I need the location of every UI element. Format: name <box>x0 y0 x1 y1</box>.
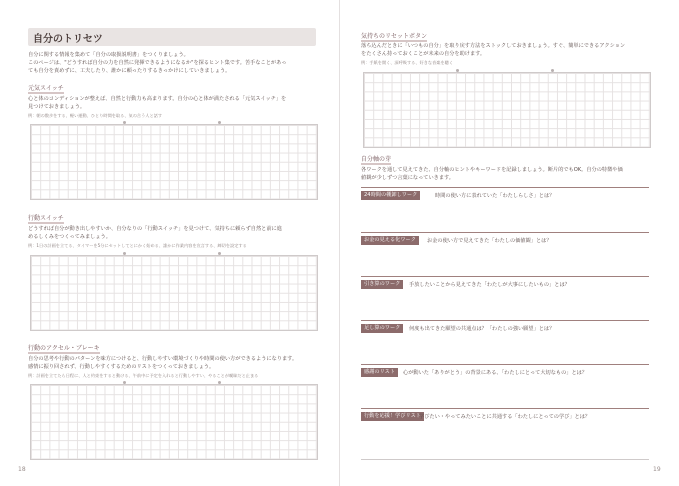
section-heading-reset: 気持ちのリセットボタン <box>361 33 427 40</box>
section-example-reset: 例：手紙を開く、深呼吸する、好きな音楽を聴く <box>361 60 454 65</box>
section-body-genki-2: 見つけておきましょう。 <box>28 104 86 110</box>
work-question-add: 何度も出てきた願望の共通点は？「わたしの強い願望」とは？ <box>409 326 555 332</box>
work-tag-24h: 24時間の棚卸しワーク <box>361 191 420 200</box>
section-example-accel: 例：計画を立てたら日程に、人と約束をすると動ける、午前中に予定を入れると行動しやすい、やることが曖昧だと止まる <box>28 373 259 378</box>
work-tag-money: お金の見える化ワーク <box>361 236 419 245</box>
work-box-gratitude[interactable] <box>361 364 649 409</box>
writing-grid-accel[interactable] <box>30 384 318 460</box>
section-body-jibunjiku-1: 各ワークを通して見えてきた、自分軸のヒントやキーワードを記録しましょう。断片的でもOK。自分の特徴や価 <box>361 167 623 173</box>
writing-grid-reset[interactable] <box>363 72 651 148</box>
section-heading-jibunjiku: 自分軸の芽 <box>361 156 392 163</box>
section-body-reset-2: をたくさん持っておくことが未来の自分を助けます。 <box>361 51 486 57</box>
section-body-reset-1: 落ち込んだときに「いつもの自分」を取り戻す方法をストックしておきましょう。すぐ、簡単にできるアクション <box>361 43 626 49</box>
work-box-24h[interactable] <box>361 187 649 233</box>
intro-line-2: このページは、"どうすれば自分の力を自然に発揮できるようになるか"を探るヒント集です。苦手なことがあっ <box>28 60 287 66</box>
section-body-accel-2: 感情に振り回されず、行動しやすくするためのリストをつくっておきましょう。 <box>28 364 215 370</box>
work-box-money[interactable] <box>361 232 649 277</box>
section-body-jibunjiku-2: 値観が少しずつ言葉になっていきます。 <box>361 175 454 181</box>
section-body-koudou-2: めるしくみをつくってみましょう。 <box>28 234 111 240</box>
page-number-right: 19 <box>653 466 661 473</box>
work-box-add[interactable] <box>361 320 649 365</box>
work-question-gratitude: 心が動いた「ありがとう」の背景にある、「わたしにとって大切なもの」とは？ <box>403 370 588 376</box>
section-body-koudou-1: どうすれば自分が動き出しやすいか、自分なりの「行動スイッチ」を見つけて、気持ちに頼らず自然と前に進 <box>28 226 282 232</box>
section-example-genki: 例：朝の散歩をする、軽い運動、ひとり時間を取る、気の合う人と話す <box>28 113 163 118</box>
section-heading-genki: 元気スイッチ <box>28 85 64 92</box>
work-question-24h: 時間の使い方に表れていた「わたしらしさ」とは？ <box>435 193 555 199</box>
work-question-money: お金の使い方で見えてきた「わたしの価値観」とは？ <box>427 238 552 244</box>
work-box-learning[interactable] <box>361 408 649 460</box>
section-heading-koudou: 行動スイッチ <box>28 215 64 222</box>
intro-line-3: ても自分を責めずに、工夫したり、誰かに頼ったりするきっかけにしていきましょう。 <box>28 68 231 74</box>
section-heading-accel: 行動のアクセル・ブレーキ <box>28 345 100 352</box>
intro-line-1: 自分に関する情報を集めて「自分の取扱説明書」をつくりましょう。 <box>28 52 189 58</box>
section-body-accel-1: 自分の思考や行動のパターンを味方につけると、行動しやすい環境づくりや時間の使い方ができるようになります。 <box>28 356 298 362</box>
page-gutter <box>339 0 340 486</box>
work-question-learning: 学びたい・やってみたいことに共通する「わたしにとっての学び」とは？ <box>419 414 591 420</box>
work-box-subtract[interactable] <box>361 276 649 321</box>
section-example-koudou: 例：1日の計画を立てる、タイマーを5分にセットしてとにかく始める、誰かに作業内容を宣言する、締切を設定する <box>28 243 247 248</box>
work-tag-gratitude: 感謝のリスト <box>361 368 398 377</box>
writing-grid-genki[interactable] <box>30 124 318 200</box>
work-tag-add: 足し算のワーク <box>361 324 403 333</box>
page-number-left: 18 <box>18 466 26 473</box>
section-body-genki-1: 心と体のコンディションが整えば、自然と行動力も高まります。自分の心と体が満たされる「元気スイッチ」を <box>28 96 287 102</box>
work-tag-subtract: 引き算のワーク <box>361 280 403 289</box>
page-title: 自分のトリセツ <box>33 34 103 45</box>
work-tag-learning: 行動を応援！学びリスト <box>361 412 424 421</box>
work-question-subtract: 手放したいことから見えてきた「わたしが大事にしたいもの」とは？ <box>409 282 570 288</box>
writing-grid-koudou[interactable] <box>30 255 318 331</box>
page-title-bar <box>28 28 316 46</box>
